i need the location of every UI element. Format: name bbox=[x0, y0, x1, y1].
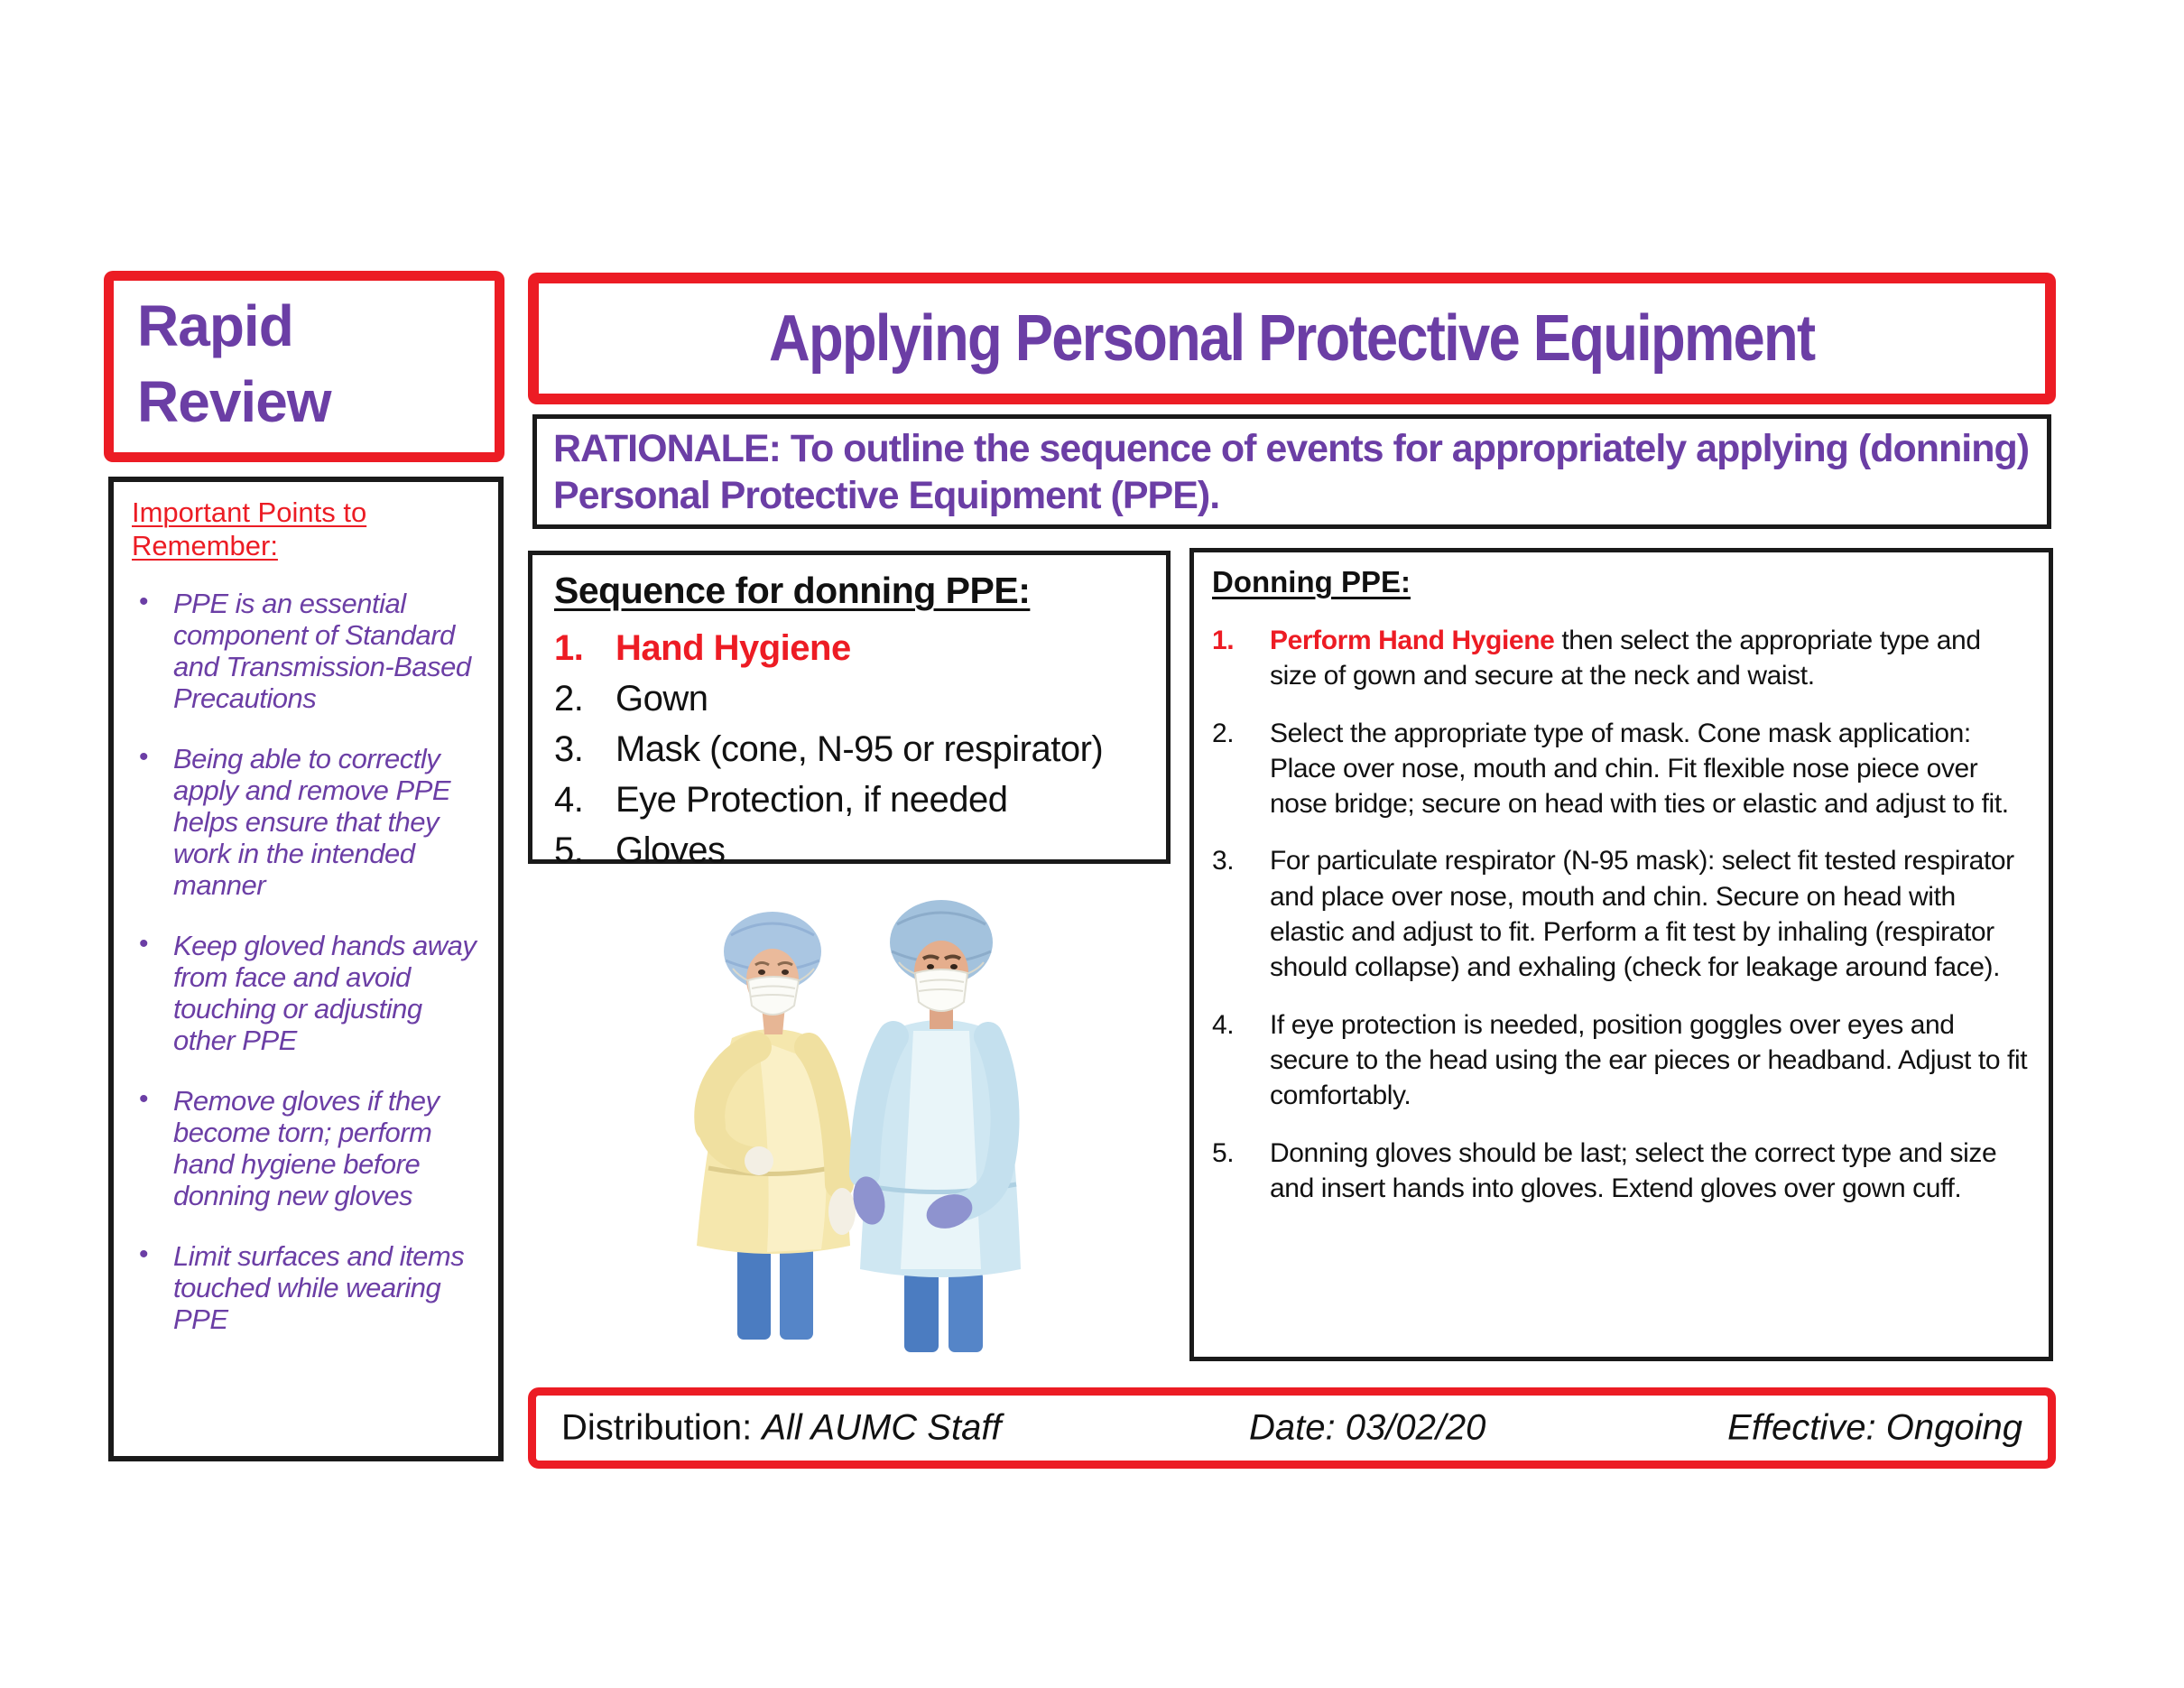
effective-field: Effective: Ongoing bbox=[1727, 1407, 2022, 1448]
step-number: 2. bbox=[1212, 718, 1235, 748]
page-title: Applying Personal Protective Equipment bbox=[769, 302, 1815, 375]
important-points-heading: Important Points to Remember: bbox=[132, 496, 367, 561]
sequence-step-5 bbox=[554, 830, 1153, 871]
step-label: Hand Hygiene bbox=[615, 628, 851, 668]
distribution-label: Distribution: bbox=[561, 1407, 763, 1448]
ppe-photo bbox=[623, 886, 1092, 1356]
step-text: For particulate respirator (N-95 mask): select fit tested respirator and place over nose, mouth and chin. Secure on head with elastic and adjust to fit. Perform a fit test by inhaling (respirator should collapse) and exhaling (check for leakage around face). bbox=[1270, 846, 2014, 983]
important-points-panel bbox=[108, 477, 504, 1461]
step-number: 2. bbox=[554, 679, 584, 719]
list-item: • PPE is an essential component of Standard and Transmission-Based Precautions bbox=[132, 588, 486, 714]
donning-step-4 bbox=[1212, 1007, 2029, 1114]
sequence-panel bbox=[528, 551, 1171, 870]
badge-line-2: Review bbox=[137, 369, 331, 434]
step-label: Eye Protection, if needed bbox=[615, 780, 1008, 820]
donning-step-3 bbox=[1212, 843, 2029, 985]
step-text: Donning gloves should be last; select the correct type and size and insert hands into gloves. Extend gloves over gown cuff. bbox=[1270, 1137, 1997, 1203]
step-number: 1. bbox=[1212, 626, 1235, 655]
sequence-step-3 bbox=[554, 729, 1153, 770]
donning-step-2 bbox=[1212, 716, 2029, 822]
glove-white bbox=[745, 1146, 773, 1175]
step-text: If eye protection is needed, position goggles over eyes and secure to the head using the ear pieces or headband. Adjust to fit comfortably. bbox=[1270, 1009, 2028, 1111]
glove-white bbox=[828, 1188, 856, 1235]
footer-bar bbox=[528, 1387, 2056, 1469]
donning-heading: Donning PPE: bbox=[1212, 565, 1411, 598]
step-label: Gown bbox=[615, 679, 708, 719]
donning-step-1 bbox=[1212, 623, 2029, 694]
important-points-list bbox=[132, 588, 486, 1335]
step-number: 5. bbox=[1212, 1137, 1235, 1168]
step-label: Gloves bbox=[615, 830, 726, 870]
step-number: 3. bbox=[1212, 846, 1235, 876]
pants bbox=[737, 1246, 771, 1340]
list-item: • Limit surfaces and items touched while wearing PPE bbox=[132, 1240, 486, 1335]
rationale-box bbox=[532, 414, 2051, 529]
step-number: 4. bbox=[554, 780, 584, 820]
donning-step-5 bbox=[1212, 1136, 2029, 1207]
step-number: 1. bbox=[554, 628, 584, 668]
step-lead: Perform Hand Hygiene bbox=[1270, 626, 1555, 655]
distribution-field bbox=[561, 1408, 1002, 1449]
rapid-review-badge bbox=[104, 271, 504, 462]
rationale-text: RATIONALE: To outline the sequence of events for appropriately applying (donning) Personal Protective Equipment (PPE). bbox=[553, 427, 2030, 517]
step-label: Mask (cone, N-95 or respirator) bbox=[615, 729, 1104, 769]
list-item: • Being able to correctly apply and remove PPE helps ensure that they work in the intended manner bbox=[132, 743, 486, 901]
step-text: Select the appropriate type of mask. Cone mask application: Place over nose, mouth and chin. Fit flexible nose piece over nose bridge; secure on head with ties or elastic and adjust to fit. bbox=[1270, 718, 2009, 820]
date-field: Date: 03/02/20 bbox=[1249, 1407, 1486, 1448]
list-item: • Keep gloved hands away from face and avoid touching or adjusting other PPE bbox=[132, 930, 486, 1056]
sequence-heading: Sequence for donning PPE: bbox=[554, 570, 1031, 611]
man-figure bbox=[849, 900, 1021, 1352]
pants bbox=[904, 1271, 939, 1352]
sequence-step-1 bbox=[554, 628, 1153, 669]
badge-line-1: Rapid bbox=[137, 293, 293, 358]
step-number: 4. bbox=[1212, 1009, 1235, 1040]
ppe-illustration bbox=[623, 886, 1092, 1356]
sequence-step-2 bbox=[554, 679, 1153, 719]
step-text: Perform Hand Hygiene then select the appropriate type and size of gown and secure at the neck and waist. bbox=[1270, 626, 1981, 691]
donning-panel bbox=[1189, 548, 2053, 1361]
sequence-step-4 bbox=[554, 780, 1153, 821]
list-item: • Remove gloves if they become torn; perform hand hygiene before donning new gloves bbox=[132, 1085, 486, 1211]
woman-figure bbox=[697, 912, 856, 1340]
step-number: 3. bbox=[554, 729, 584, 769]
title-box bbox=[528, 273, 2056, 404]
distribution-value: All AUMC Staff bbox=[762, 1407, 1002, 1448]
step-number: 5. bbox=[554, 830, 584, 870]
